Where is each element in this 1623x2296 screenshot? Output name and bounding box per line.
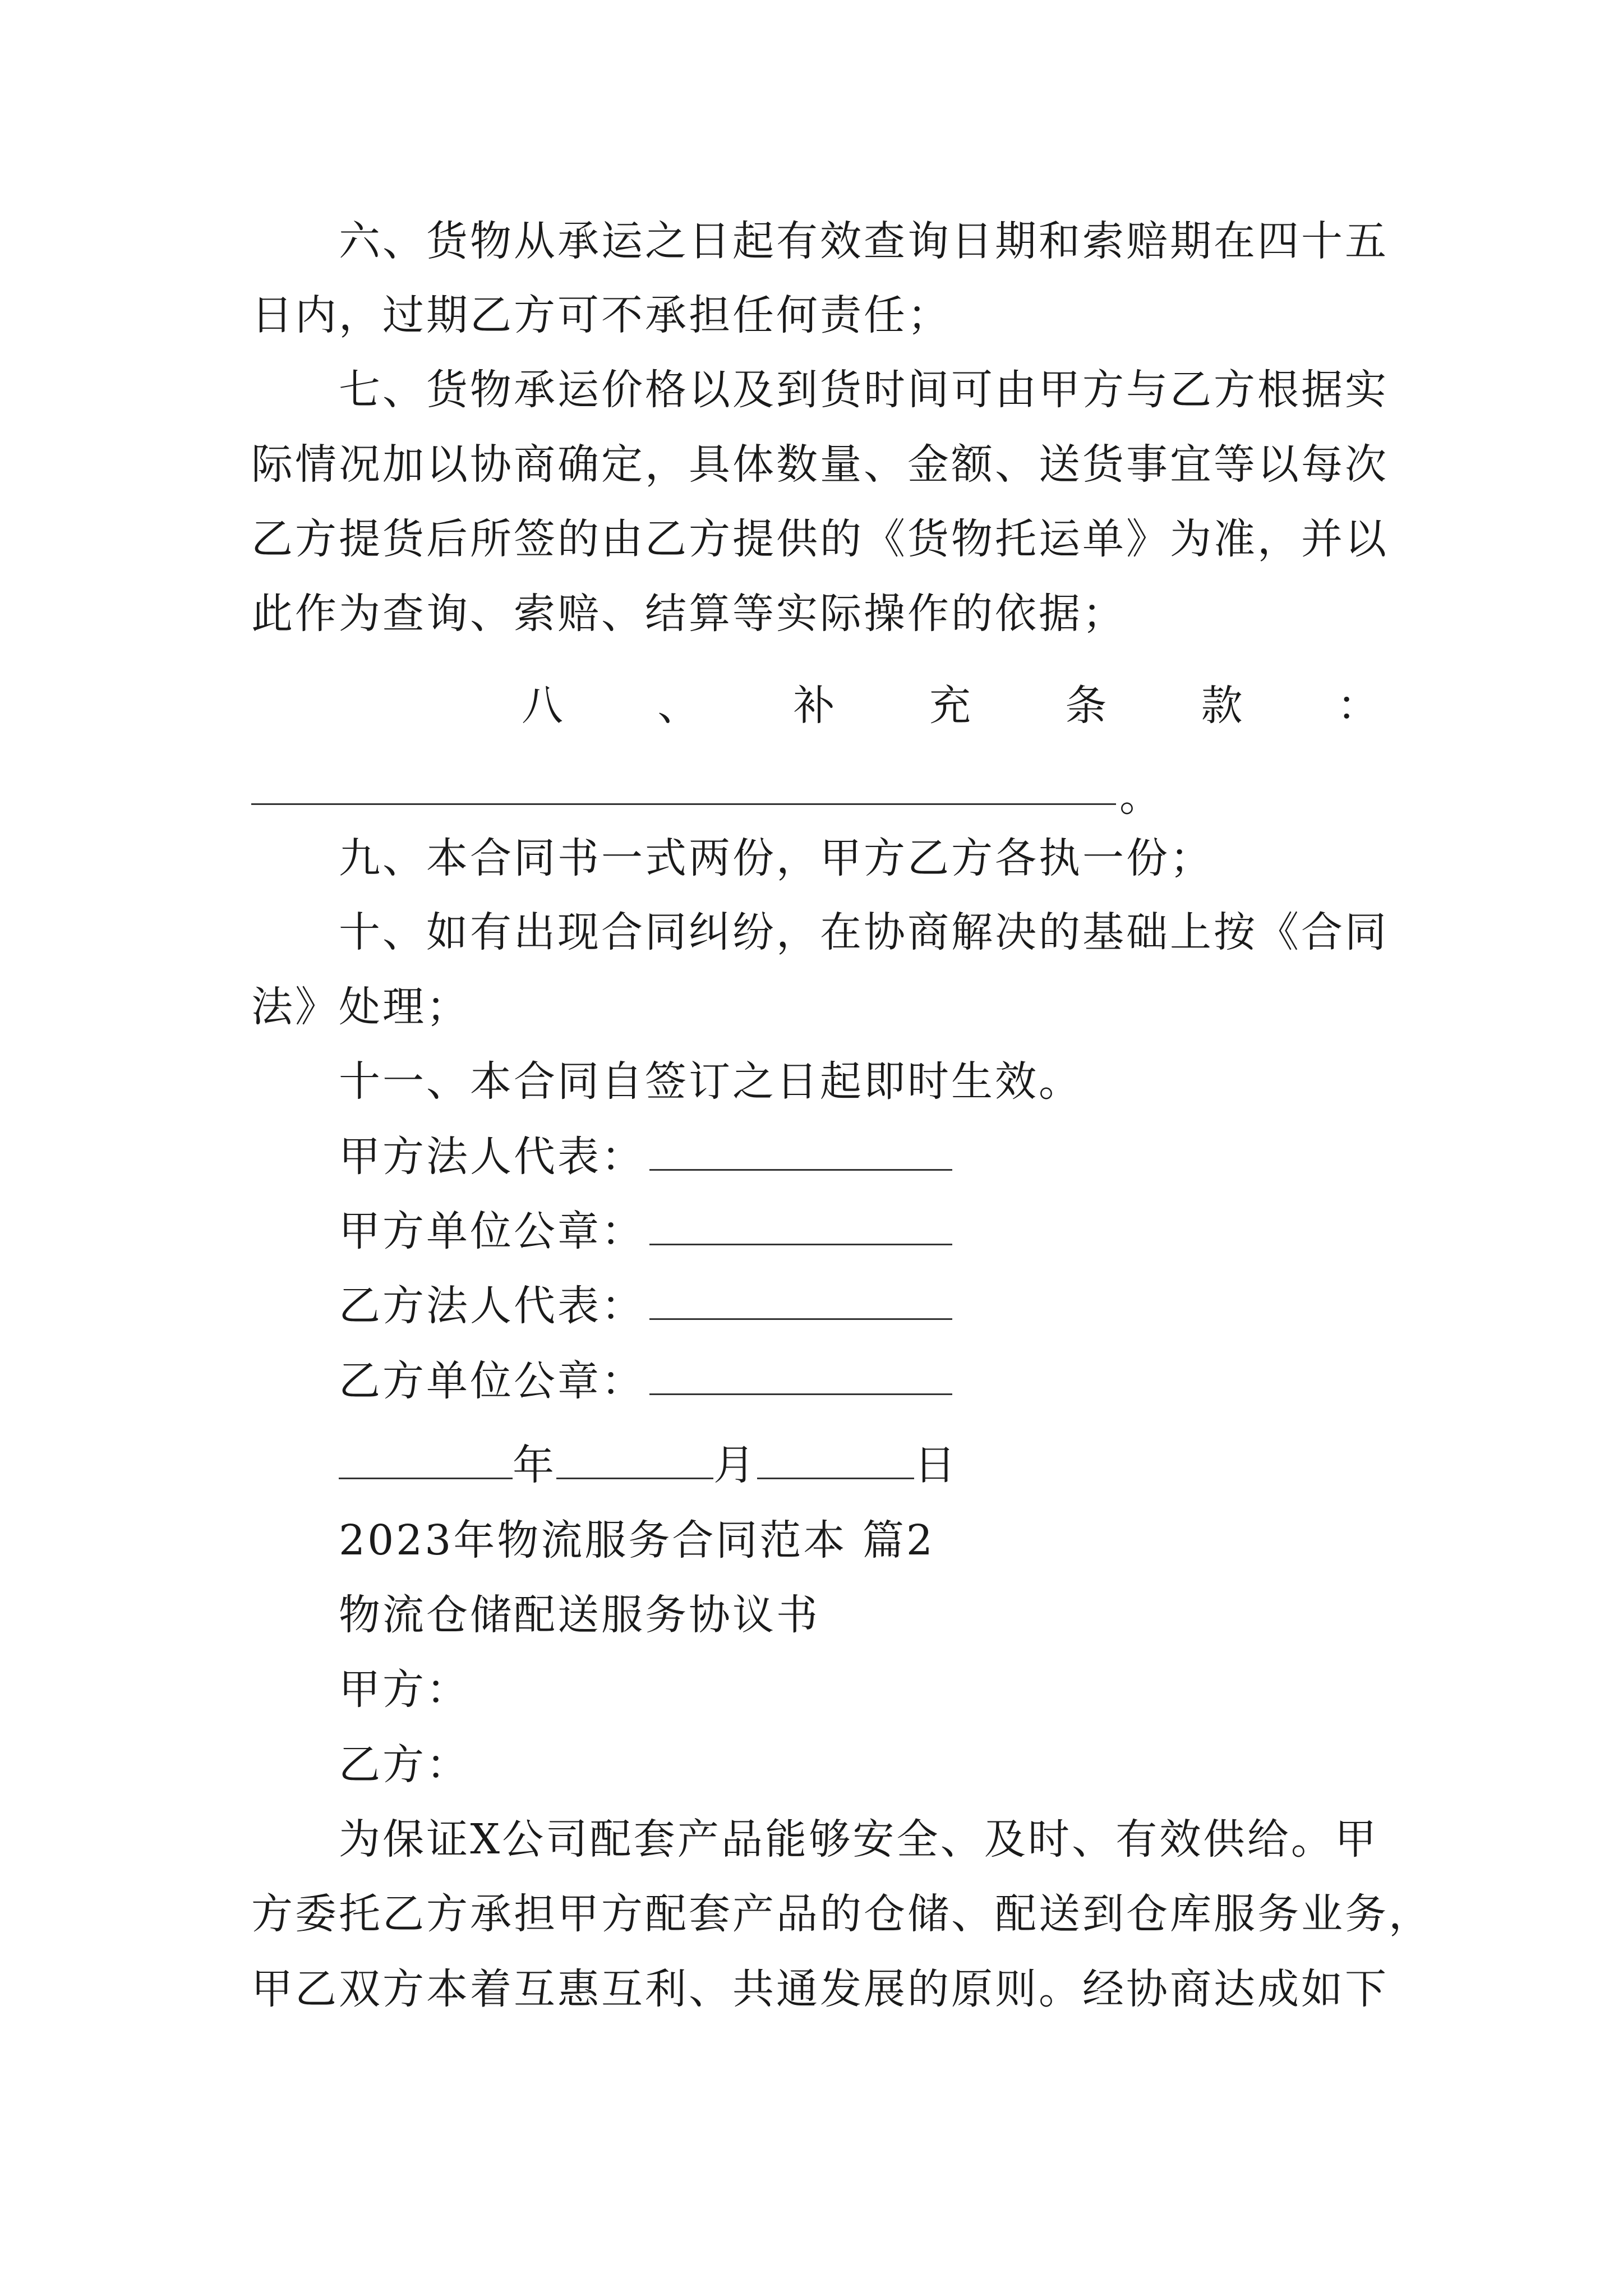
clause-7-line-2: 际情况加以协商确定，具体数量、金额、送货事宜等以每次 (251, 440, 1389, 489)
year-label: 年 (513, 1441, 556, 1489)
signature-party-b-rep (339, 1278, 952, 1334)
clause-7-line-3: 乙方提货后所签的由乙方提供的《货物托运单》为准，并以 (251, 515, 1389, 563)
signature-label: 乙方法人代表： (339, 1282, 645, 1330)
clause-8-char: 、 (657, 682, 699, 730)
clause-8-fill-line (251, 769, 1205, 825)
clause-10-line-2: 法》处理； (251, 983, 470, 1031)
day-label: 日 (914, 1441, 958, 1489)
clause-7-line-1: 七、货物承运价格以及到货时间可由甲方与乙方根据实 (339, 366, 1389, 414)
signature-party-a-seal (339, 1203, 952, 1259)
clause-8-char: ： (1336, 682, 1378, 730)
clause-9: 九、本合同书一式两份，甲方乙方各执一份； (339, 834, 1214, 882)
clause-6-line-2: 日内，过期乙方可不承担任何责任； (251, 291, 951, 339)
clause-8-char: 补 (793, 682, 835, 730)
year-blank (339, 1444, 513, 1479)
signature-party-a-rep (339, 1129, 952, 1185)
intro-line-3: 甲乙双方本着互惠互利、共通发展的原则。经协商达成如下 (251, 1965, 1389, 2013)
month-blank (556, 1444, 713, 1479)
signature-party-b-seal (339, 1353, 952, 1409)
clause-7-line-4: 此作为查询、索赔、结算等实际操作的依据； (251, 590, 1126, 638)
clause-8-char: 充 (929, 682, 971, 730)
agreement-title: 物流仓储配送服务协议书 (339, 1591, 820, 1639)
clause-8-end-mark: 。 (1119, 772, 1161, 821)
signature-blank (649, 1210, 952, 1245)
party-b-label: 乙方： (339, 1741, 470, 1789)
signing-date (339, 1437, 958, 1493)
signature-label: 乙方单位公章： (339, 1357, 645, 1405)
signature-label: 甲方单位公章： (339, 1207, 645, 1255)
clause-8-char: 八 (522, 682, 563, 730)
day-blank (757, 1444, 914, 1479)
signature-blank (649, 1135, 952, 1171)
clause-8-heading (522, 678, 1378, 734)
clause-10-line-1: 十、如有出现合同纠纷，在协商解决的基础上按《合同 (339, 908, 1389, 956)
intro-line-1: 为保证X公司配套产品能够安全、及时、有效供给。甲 (339, 1815, 1378, 1864)
month-label: 月 (713, 1441, 757, 1489)
section-heading: 2023年物流服务合同范本 篇2 (339, 1516, 935, 1565)
clause-8-char: 款 (1201, 682, 1243, 730)
party-a-label: 甲方： (339, 1665, 470, 1714)
signature-label: 甲方法人代表： (339, 1133, 645, 1181)
intro-line-2: 方委托乙方承担甲方配套产品的仓储、配送到仓库服务业务， (251, 1890, 1432, 1938)
blank-underline (251, 803, 1116, 805)
signature-blank (649, 1360, 952, 1395)
clause-8-char: 条 (1065, 682, 1107, 730)
signature-blank (649, 1285, 952, 1320)
clause-6-line-1: 六、货物从承运之日起有效查询日期和索赔期在四十五 (339, 217, 1389, 265)
clause-11: 十一、本合同自签订之日起即时生效。 (339, 1057, 1082, 1106)
